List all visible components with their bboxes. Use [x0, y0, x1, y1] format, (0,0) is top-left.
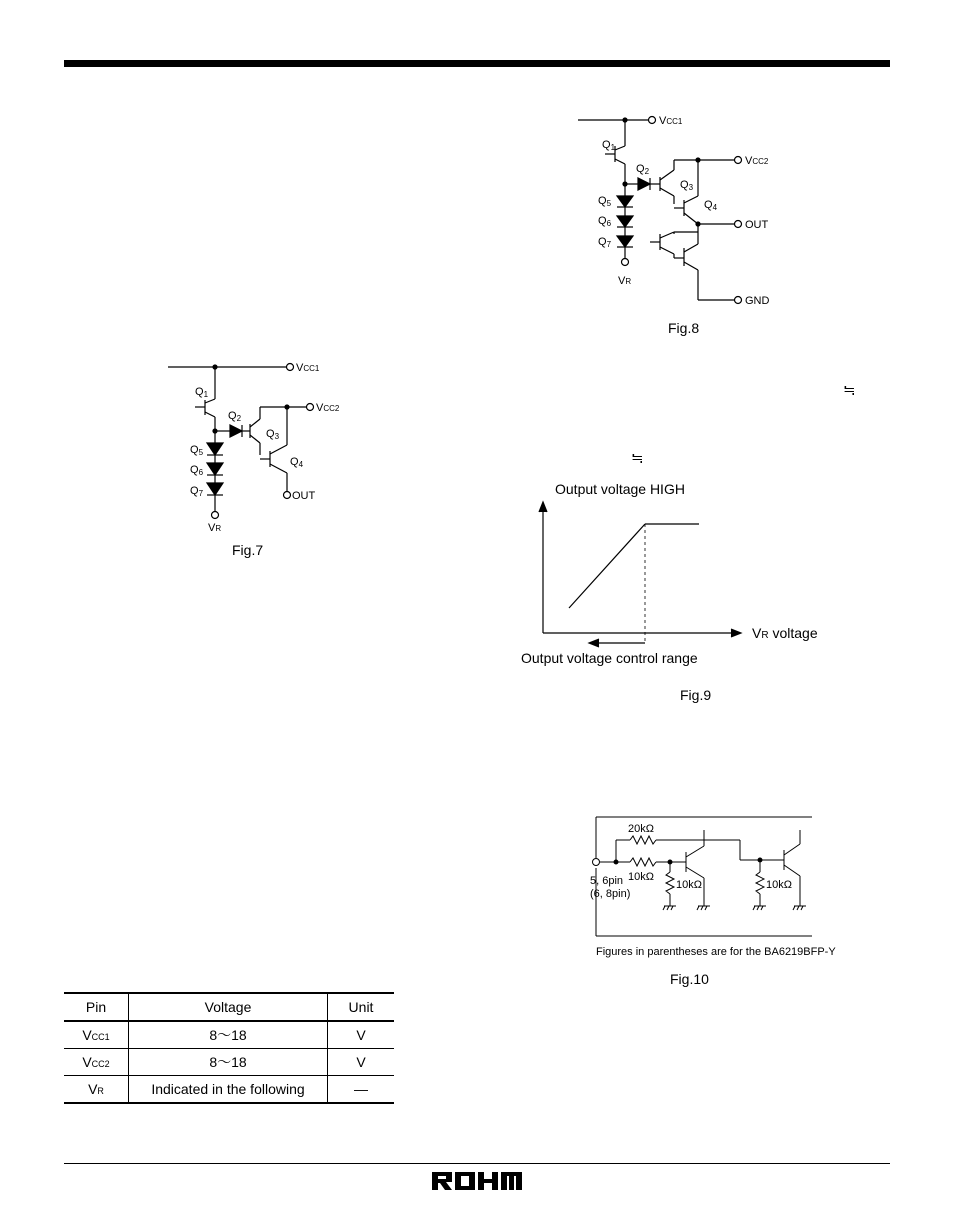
table-header-row	[64, 993, 394, 1021]
footer-rule	[64, 1163, 890, 1164]
fig10-note: Figures in parentheses are for the BA6219BFP-Y	[596, 946, 836, 958]
fig7-q5-label: Q5	[190, 444, 204, 457]
fig10-pin-label: 5, 6pin	[590, 875, 624, 887]
fig10-r10k-series-label: 10kΩ	[628, 871, 654, 883]
fig8-gnd-label: GND	[745, 295, 770, 307]
table-row	[64, 1049, 394, 1076]
voltage-cell: Indicated in the following	[129, 1076, 328, 1104]
fig8-q7-label: Q7	[598, 236, 612, 249]
fig9-ylabel: Output voltage HIGH	[555, 481, 685, 497]
fig8-q5-label: Q5	[598, 195, 612, 208]
fig7-vcc1-label: VCC1	[296, 362, 320, 374]
col-header-unit: Unit	[328, 993, 395, 1021]
fig8-q4-label: Q4	[704, 199, 718, 212]
fig7-q1-label: Q1	[195, 386, 209, 399]
fig7-q4-label: Q4	[290, 456, 304, 469]
rohm-logo	[432, 1170, 522, 1192]
unit-cell: V	[328, 1021, 395, 1049]
col-header-voltage: Voltage	[129, 993, 328, 1021]
fig10-r10k-shunt2-label: 10kΩ	[766, 879, 792, 891]
fig9-caption: Fig.9	[680, 687, 712, 703]
approx-symbol-1: ≒	[843, 382, 856, 399]
voltage-cell: 8～18	[129, 1021, 328, 1049]
fig8-out-label: OUT	[745, 219, 769, 231]
pin-cell: VR	[64, 1076, 129, 1104]
table-row	[64, 1076, 394, 1104]
fig9-xlabel: VR voltage	[752, 625, 818, 641]
pin-cell: VCC2	[64, 1049, 129, 1076]
fig8-circuit	[570, 108, 800, 343]
fig9-range-label: Output voltage control range	[521, 650, 698, 666]
pin-cell: VCC1	[64, 1021, 129, 1049]
unit-cell: —	[328, 1076, 395, 1104]
fig7-vr-label: VR	[208, 522, 222, 534]
fig7-q7-label: Q7	[190, 485, 204, 498]
fig8-vr-label: VR	[618, 275, 632, 287]
fig8-q2-label: Q2	[636, 163, 650, 176]
fig10-pin-label-alt: (6, 8pin)	[590, 888, 631, 900]
approx-symbol-2: ≒	[631, 450, 644, 467]
fig7-q2-label: Q2	[228, 410, 242, 423]
fig9-graph	[515, 478, 835, 703]
fig8-q1-label: Q1	[602, 139, 616, 152]
fig7-caption: Fig.7	[232, 542, 264, 558]
fig10-r10k-shunt1-label: 10kΩ	[676, 879, 702, 891]
pin-voltage-table	[64, 992, 394, 1104]
fig7-out-label: OUT	[292, 490, 316, 502]
fig8-vcc1-label: VCC1	[659, 115, 683, 127]
fig10-r20k-label: 20kΩ	[628, 823, 654, 835]
fig7-vcc2-label: VCC2	[316, 402, 340, 414]
fig8-q6-label: Q6	[598, 215, 612, 228]
col-header-pin: Pin	[64, 993, 129, 1021]
fig7-circuit	[160, 355, 400, 565]
fig7-q3-label: Q3	[266, 428, 280, 441]
fig8-vcc2-label: VCC2	[745, 155, 769, 167]
fig8-caption: Fig.8	[668, 320, 700, 336]
fig7-q6-label: Q6	[190, 464, 204, 477]
table-row	[64, 1021, 394, 1049]
voltage-cell: 8～18	[129, 1049, 328, 1076]
header-rule	[64, 60, 890, 67]
unit-cell: V	[328, 1049, 395, 1076]
fig10-circuit	[590, 812, 870, 992]
fig10-caption: Fig.10	[670, 971, 709, 987]
fig8-q3-label: Q3	[680, 179, 694, 192]
